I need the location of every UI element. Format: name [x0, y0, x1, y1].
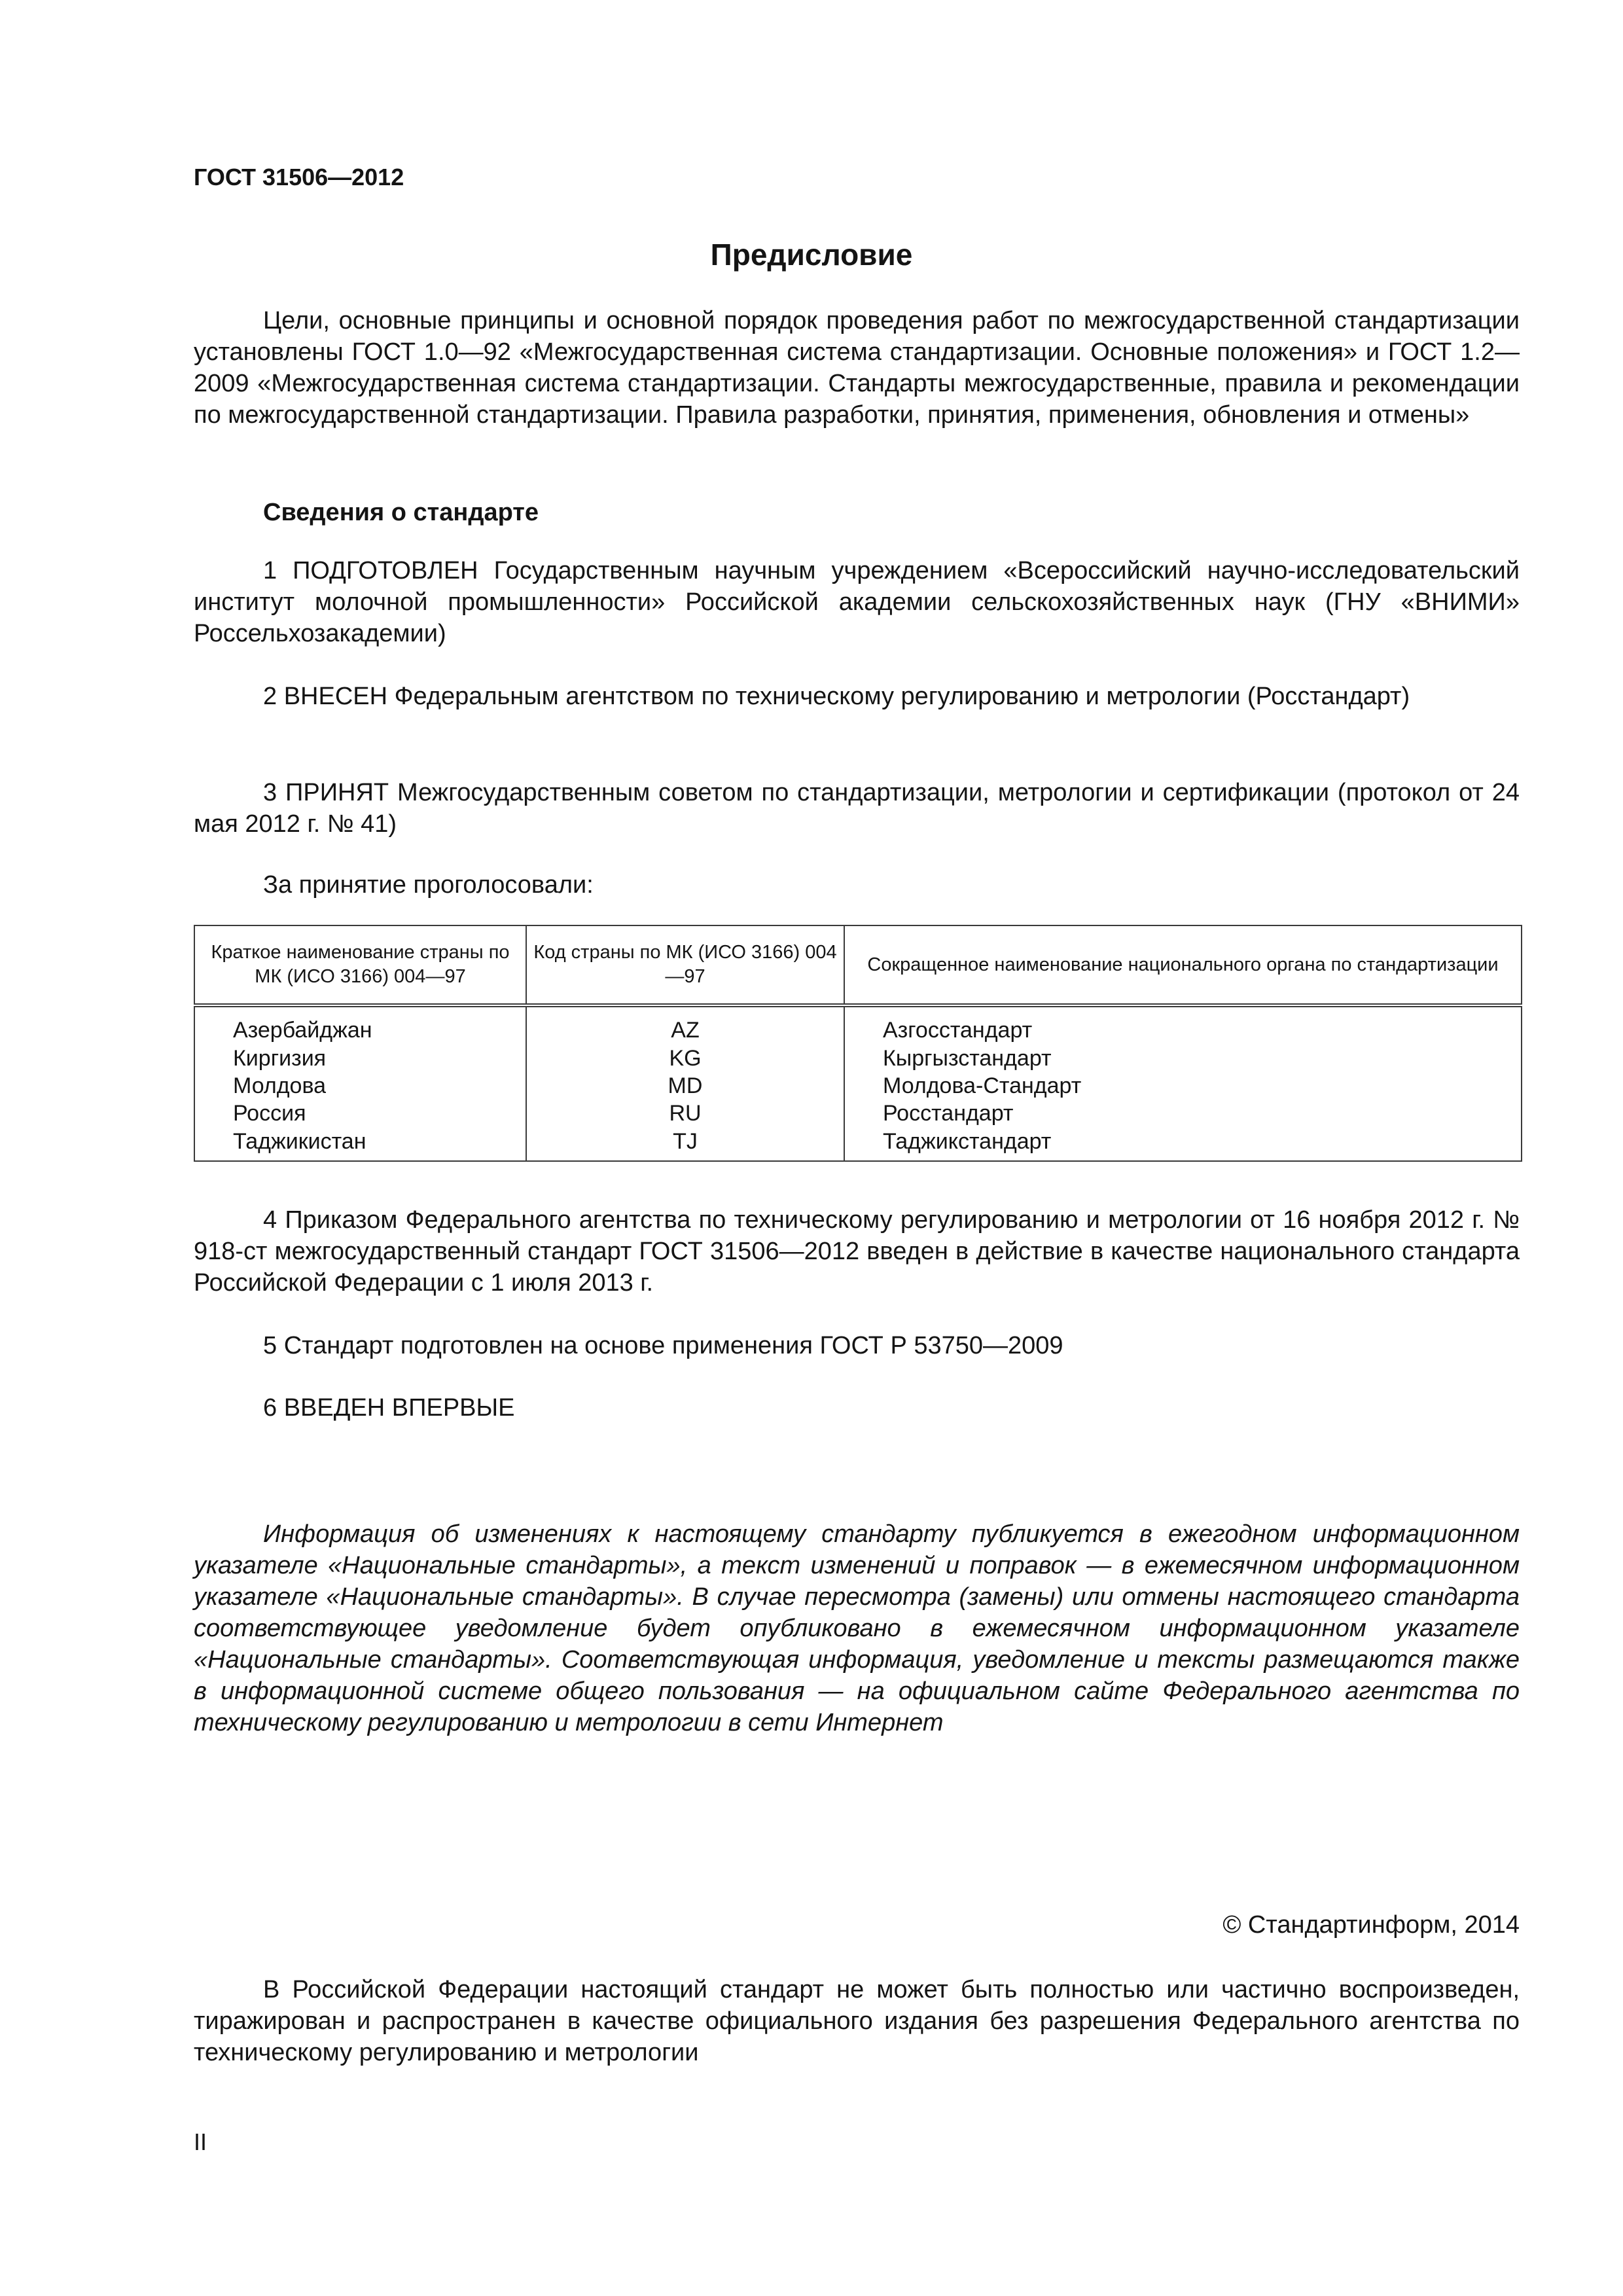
country-name-cell: Киргизия	[194, 1045, 526, 1072]
page-title: Предисловие	[710, 238, 913, 272]
section-heading: Сведения о стандарте	[263, 499, 539, 526]
page-number: II	[194, 2128, 207, 2155]
country-code-cell: RU	[526, 1100, 844, 1127]
country-code-cell: TJ	[526, 1128, 844, 1161]
item-6-paragraph: 6 ВВЕДЕН ВПЕРВЫЕ	[263, 1394, 515, 1422]
table-row	[194, 1100, 1522, 1127]
national-body-cell: Таджикстандарт	[844, 1128, 1522, 1161]
item-1-paragraph: 1 ПОДГОТОВЛЕН Государственным научным учреждением «Всероссийский научно-исследовательский институт молочной промышленности» Российской академии сельскохозяйственных наук (ГНУ «ВНИМИ» Россельхозакадемии)	[194, 557, 1520, 647]
country-code-cell: AZ	[526, 1005, 844, 1045]
country-name-cell: Россия	[194, 1100, 526, 1127]
item-3-paragraph: 3 ПРИНЯТ Межгосударственным советом по стандартизации, метрологии и сертификации (протокол от 24 мая 2012 г. № 41)	[194, 779, 1520, 838]
item-2-paragraph: 2 ВНЕСЕН Федеральным агентством по техническому регулированию и метрологии (Росстандарт)	[263, 683, 1410, 710]
country-code-cell: MD	[526, 1072, 844, 1100]
item-4-paragraph: 4 Приказом Федерального агентства по техническому регулированию и метрологии от 16 ноября 2012 г. № 918-ст межгосударственный стандарт ГОСТ 31506—2012 введен в действие в качестве национального стандарта Российской Федерации с 1 июля 2013 г.	[194, 1206, 1520, 1297]
intro-paragraph: Цели, основные принципы и основной порядок проведения работ по межгосударственной стандартизации установлены ГОСТ 1.0—92 «Межгосударственная система стандартизации. Основные положения» и ГОСТ 1.2—2009 «Межгосударственная система стандартизации. Стандарты межгосударственные, правила и рекомендации по межгосударственной стандартизации. Правила разработки, принятия, применения, обновления и отмены»	[194, 307, 1520, 429]
country-name-cell: Азербайджан	[194, 1005, 526, 1045]
rights-paragraph: В Российской Федерации настоящий стандарт не может быть полностью или частично воспроизведен, тиражирован и распространен в качестве официального издания без разрешения Федерального агентства по техническому регулированию и метрологии	[194, 1976, 1520, 2066]
voted-label: За принятие проголосовали:	[263, 871, 594, 899]
document-code: ГОСТ 31506—2012	[194, 164, 404, 190]
table-row	[194, 1072, 1522, 1100]
voting-table	[194, 925, 1522, 1162]
table-row	[194, 1045, 1522, 1072]
national-body-cell: Росстандарт	[844, 1100, 1522, 1127]
table-row	[194, 1128, 1522, 1161]
national-body-cell: Азгосстандарт	[844, 1005, 1522, 1045]
copyright-line: © Стандартинформ, 2014	[1222, 1911, 1520, 1939]
country-name-cell: Молдова	[194, 1072, 526, 1100]
header-national-body: Сокращенное наименование национального органа по стандартизации	[844, 925, 1522, 1005]
item-5-paragraph: 5 Стандарт подготовлен на основе применения ГОСТ Р 53750—2009	[263, 1332, 1063, 1359]
table-row	[194, 1005, 1522, 1045]
national-body-cell: Кыргызстандарт	[844, 1045, 1522, 1072]
country-name-cell: Таджикистан	[194, 1128, 526, 1161]
header-country-code: Код страны по МК (ИСО 3166) 004—97	[526, 925, 844, 1005]
table-header-row	[194, 925, 1522, 1005]
changes-notice: Информация об изменениях к настоящему стандарту публикуется в ежегодном информационном указателе «Национальные стандарты», а текст изменений и поправок — в ежемесячном информационном указателе «Национальные стандарты». В случае пересмотра (замены) или отмены настоящего стандарта соответствующее уведомление будет опубликовано в ежемесячном информационном указателе «Национальные стандарты». Соответствующая информация, уведомление и тексты размещаются также в информационной системе общего пользования — на официальном сайте Федерального агентства по техническому регулированию и метрологии в сети Интернет	[194, 1520, 1520, 1736]
country-code-cell: KG	[526, 1045, 844, 1072]
national-body-cell: Молдова-Стандарт	[844, 1072, 1522, 1100]
header-country-name: Краткое наименование страны по МК (ИСО 3166) 004—97	[194, 925, 526, 1005]
